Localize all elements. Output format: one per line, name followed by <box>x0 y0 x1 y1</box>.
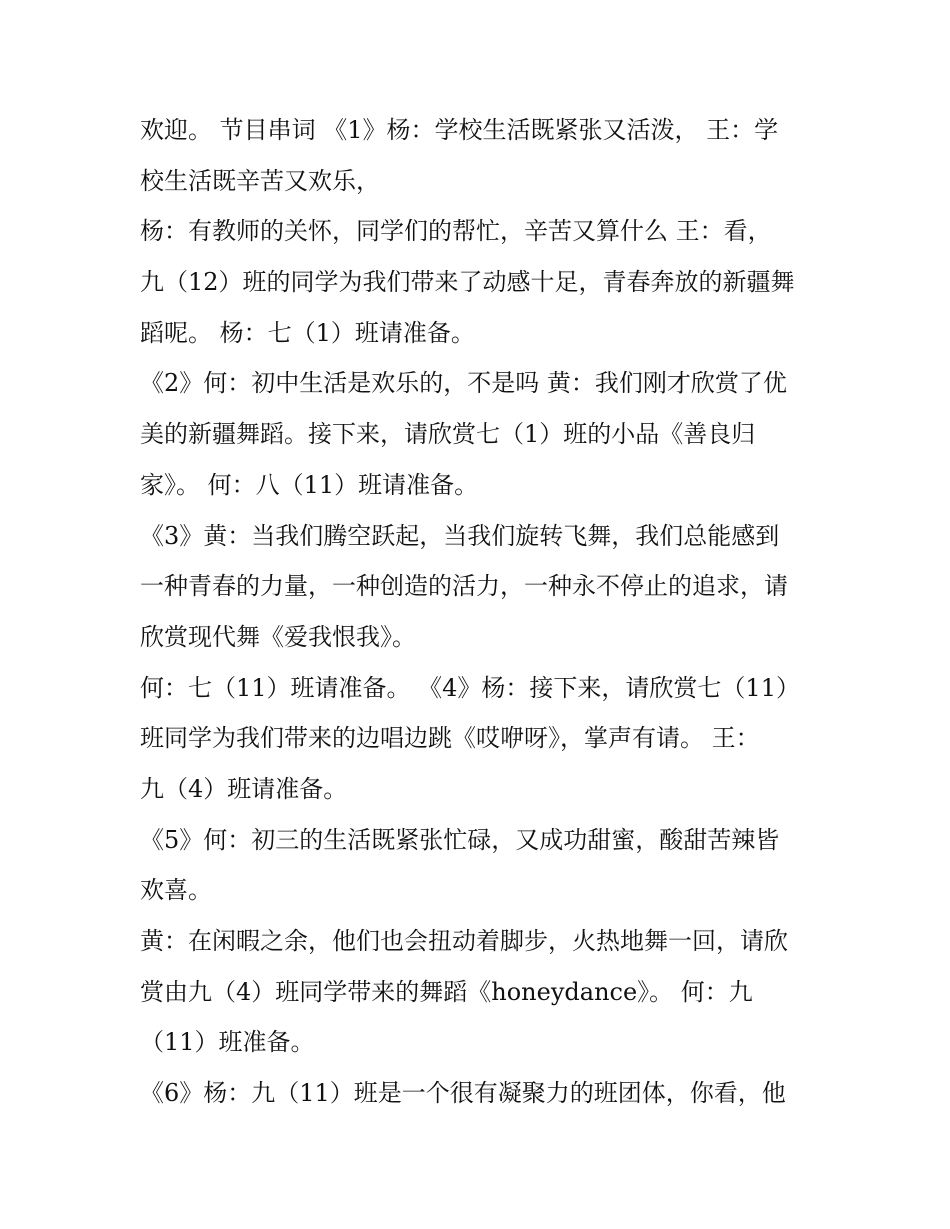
text-line: 《5》何：初三的生活既紧张忙碌，又成功甜蜜，酸甜苦辣皆 <box>140 825 780 854</box>
text-line: （11）班准备。 <box>140 1028 315 1057</box>
text-line: 杨：有教师的关怀，同学们的帮忙，辛苦又算什么 王：看， <box>140 217 772 246</box>
text-line: 九（12）班的同学为我们带来了动感十足，青春奔放的新疆舞 <box>140 268 795 297</box>
text-line: 校生活既辛苦又欢乐， <box>140 166 380 195</box>
text-line: 赏由九（4）班同学带来的舞蹈《honeydance》。 何：九 <box>140 977 753 1006</box>
text-line: 何：七（11）班请准备。 《4》杨：接下来，请欣赏七（11） <box>140 673 800 702</box>
text-line: 班同学为我们带来的边唱边跳《哎咿呀》，掌声有请。 王： <box>140 724 760 753</box>
document-page <box>140 105 840 1119</box>
text-line: 一种青春的力量，一种创造的活力，一种永不停止的追求，请 <box>140 572 788 601</box>
text-line: 《6》杨：九（11）班是一个很有凝聚力的班团体，你看，他 <box>140 1079 786 1108</box>
text-line: 家》。 何：八（11）班请准备。 <box>140 470 479 499</box>
text-line: 欣赏现代舞《爱我恨我》。 <box>140 622 416 651</box>
text-line: 欢喜。 <box>140 876 212 905</box>
text-line: 蹈呢。 杨：七（1）班请准备。 <box>140 318 475 347</box>
text-line: 欢迎。 节目串词 《1》杨：学校生活既紧张又活泼， 王：学 <box>140 116 779 144</box>
text-line: 黄：在闲暇之余，他们也会扭动着脚步，火热地舞一回，请欣 <box>140 927 788 955</box>
text-line: 《2》何：初中生活是欢乐的，不是吗 黄：我们刚才欣赏了优 <box>140 369 787 398</box>
text-line: 九（4）班请准备。 <box>140 774 348 803</box>
text-line: 美的新疆舞蹈。接下来，请欣赏七（1）班的小品《善良归 <box>140 420 756 449</box>
text-line: 《3》黄：当我们腾空跃起，当我们旋转飞舞，我们总能感到 <box>140 521 780 550</box>
